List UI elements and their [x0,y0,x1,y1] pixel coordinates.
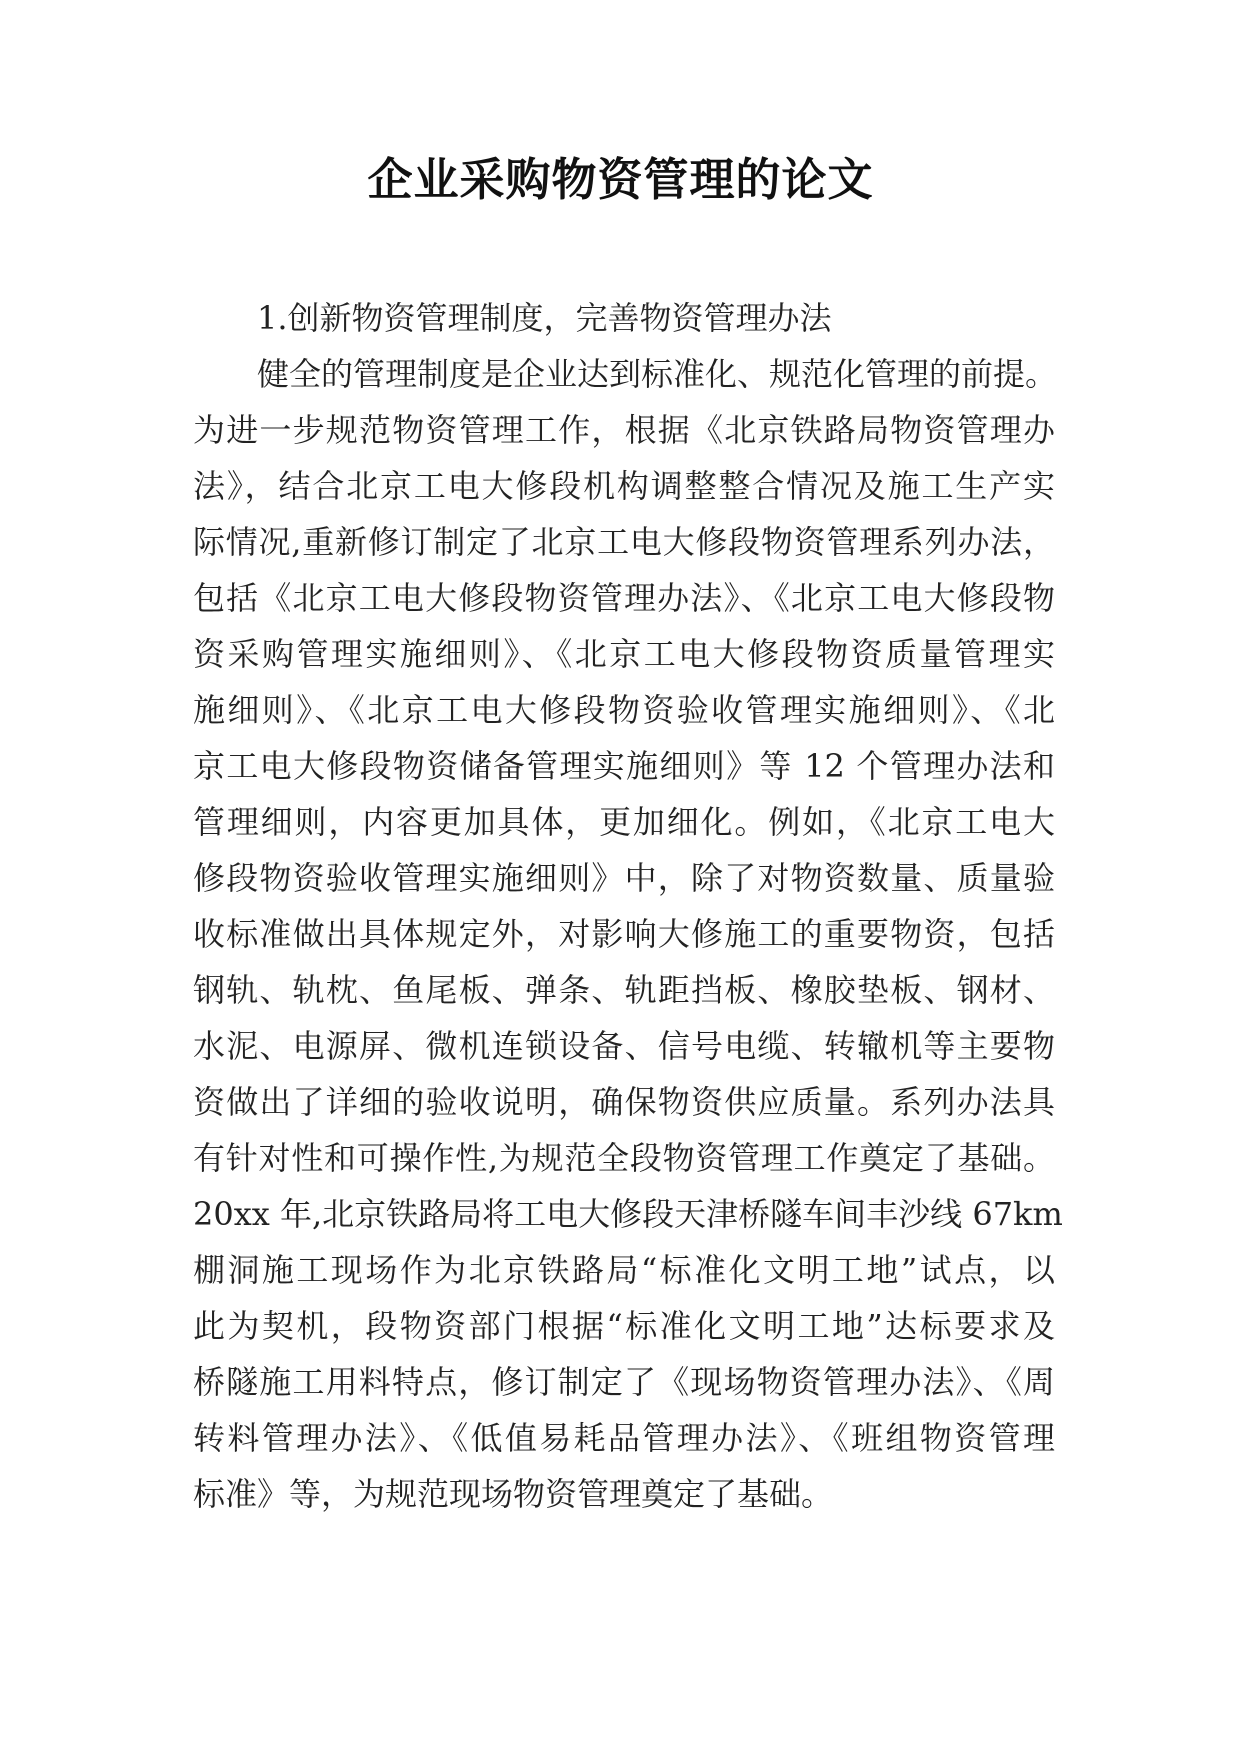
paragraph-line: 法》，结合北京工电大修段机构调整整合情况及施工生产实 [193,467,1055,505]
paragraph-line: 收标准做出具体规定外，对影响大修施工的重要物资，包括 [193,915,1055,953]
paragraph-line: 水泥、电源屏、微机连锁设备、信号电缆、转辙机等主要物 [193,1027,1055,1065]
paragraph-line: 健全的管理制度是企业达到标准化、规范化管理的前提。 [257,355,1058,393]
paragraph-line: 转料管理办法》、《低值易耗品管理办法》、《班组物资管理 [193,1419,1055,1457]
section-heading: 1.创新物资管理制度，完善物资管理办法 [257,299,832,337]
paragraph-line: 京工电大修段物资储备管理实施细则》等 12 个管理办法和 [193,747,1055,785]
document-title: 企业采购物资管理的论文 [367,153,874,206]
paragraph-line: 20xx 年,北京铁路局将工电大修段天津桥隧车间丰沙线 67km [193,1195,1063,1233]
document-body [193,290,1063,1522]
paragraph-line: 资采购管理实施细则》、《北京工电大修段物资质量管理实 [193,635,1055,673]
paragraph-line: 包括《北京工电大修段物资管理办法》、《北京工电大修段物 [193,579,1055,617]
paragraph-line: 资做出了详细的验收说明，确保物资供应质量。系列办法具 [193,1083,1055,1121]
paragraph-line: 桥隧施工用料特点，修订制定了《现场物资管理办法》、《周 [193,1363,1055,1401]
paragraph-line: 施细则》、《北京工电大修段物资验收管理实施细则》、《北 [193,691,1055,729]
paragraph-line: 棚洞施工现场作为北京铁路局“标准化文明工地”试点，以 [193,1251,1055,1289]
paragraph-line: 钢轨、轨枕、鱼尾板、弹条、轨距挡板、橡胶垫板、钢材、 [193,971,1055,1009]
paragraph-line: 为进一步规范物资管理工作，根据《北京铁路局物资管理办 [193,411,1055,449]
paragraph-line: 此为契机，段物资部门根据“标准化文明工地”达标要求及 [193,1307,1055,1345]
paragraph-line: 修段物资验收管理实施细则》中，除了对物资数量、质量验 [193,859,1055,897]
paragraph-line: 管理细则，内容更加具体，更加细化。例如，《北京工电大 [193,803,1055,841]
paragraph-line: 际情况,重新修订制定了北京工电大修段物资管理系列办法， [193,523,1055,561]
paragraph-line: 标准》等，为规范现场物资管理奠定了基础。 [193,1475,834,1513]
paragraph-line: 有针对性和可操作性,为规范全段物资管理工作奠定了基础。 [193,1139,1055,1177]
